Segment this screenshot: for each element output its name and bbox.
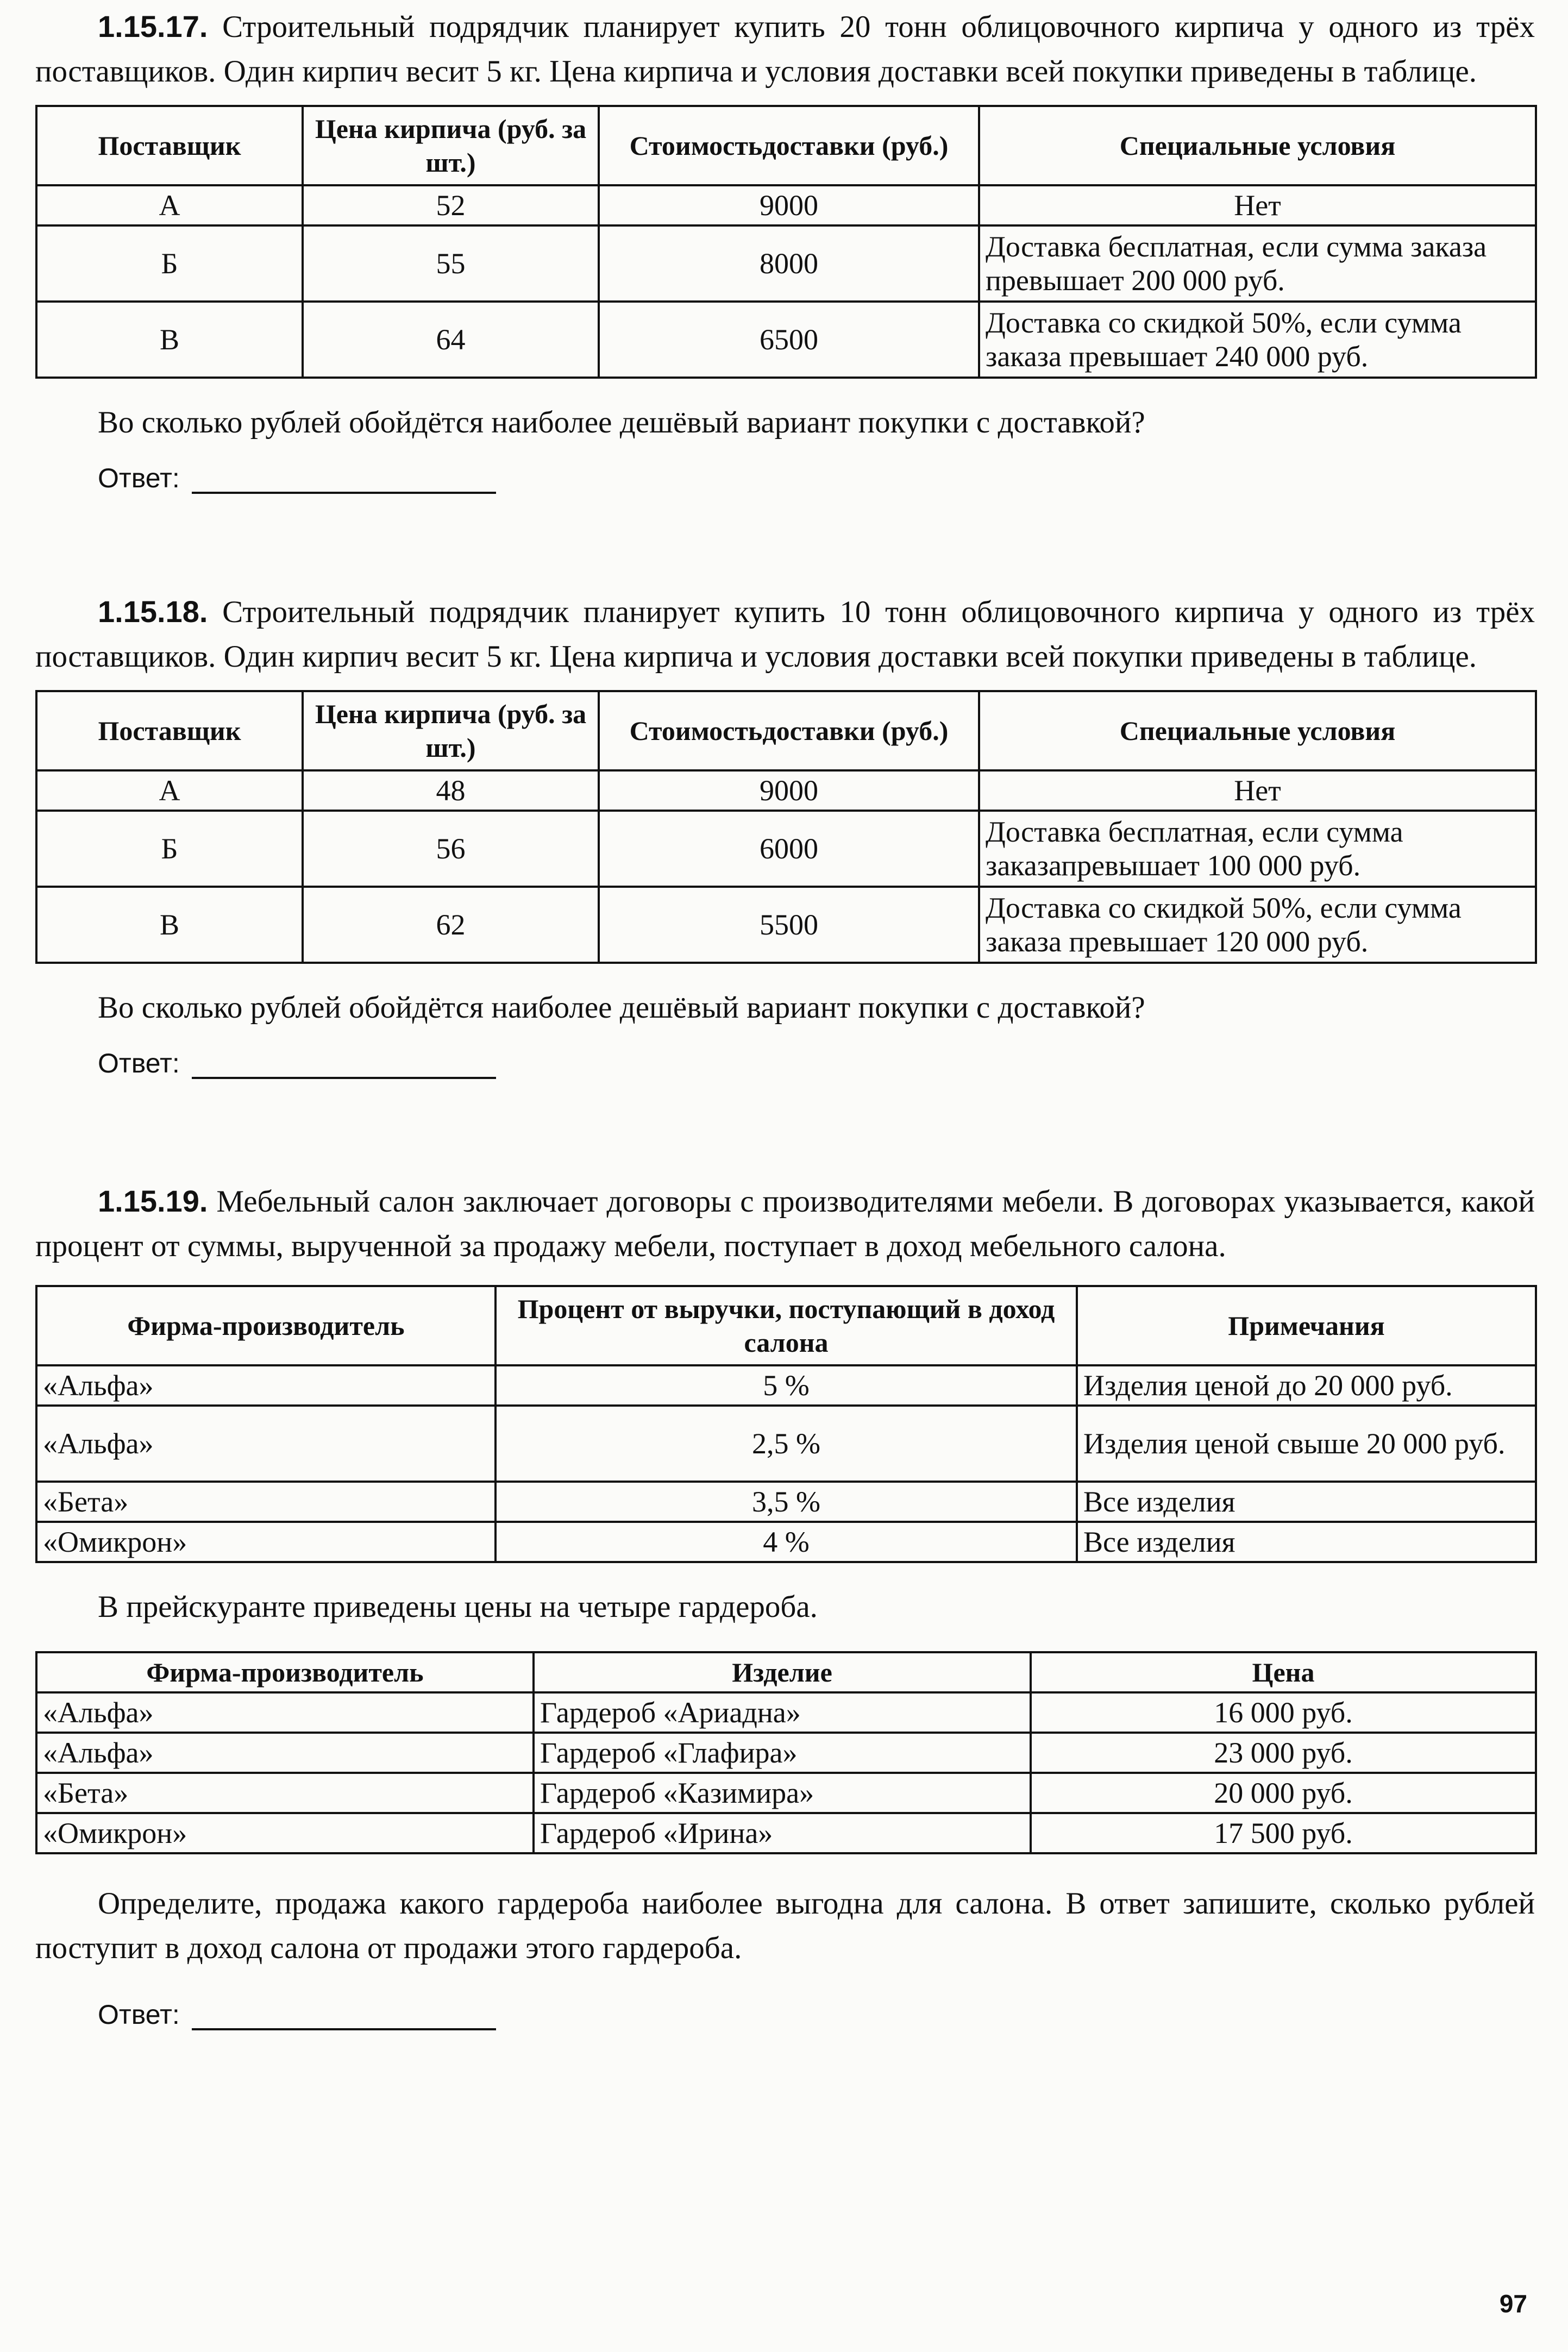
cell: 56 [303,811,599,887]
cell: 17 500 руб. [1031,1813,1536,1853]
cell: 6500 [599,302,979,378]
cell: Гардероб «Ирина» [534,1813,1031,1853]
cell: «Альфа» [36,1406,496,1482]
problem-text: Строительный подрядчик планирует купить 20 тонн облицовочного кирпича у одного из трёх поставщиков. Один кирпич весит 5 кг. Цена кирпича и условия доставки всей покупки приведены в таблице. [35,10,1535,89]
cell: Гардероб «Ариадна» [534,1692,1031,1733]
cell: 2,5 % [496,1406,1077,1482]
problem-1-15-18 [35,589,1535,1079]
header-conditions: Специальные условия [979,106,1536,185]
cell: 8000 [599,225,979,302]
cell: 23 000 руб. [1031,1733,1536,1773]
answer-line[interactable] [192,466,496,494]
problem-number: 1.15.17. [98,9,208,43]
problem-statement [35,589,1535,679]
cell: 48 [303,770,599,811]
cell: Гардероб «Глафира» [534,1733,1031,1773]
problem-1-15-19 [35,1179,1535,2030]
problem-text: Мебельный салон заключает договоры с производителями мебели. В договорах указывается, какой процент от суммы, вырученной за продажу мебели, поступает в доход мебельного салона. [35,1184,1535,1263]
header-price: Цена [1031,1652,1536,1692]
answer-field[interactable] [35,1030,1535,1079]
cell: «Омикрон» [36,1522,496,1562]
cell: Все изделия [1077,1522,1536,1562]
problem-text: Строительный подрядчик планирует купить 10 тонн облицовочного кирпича у одного из трёх поставщиков. Один кирпич весит 5 кг. Цена кирпича и условия доставки всей покупки приведены в таблице. [35,595,1535,674]
answer-label: Ответ: [98,463,180,493]
problem-1-15-17 [35,4,1535,494]
question: Во сколько рублей обойдётся наиболее дешёвый вариант покупки с доставкой? [98,990,1145,1025]
answer-line[interactable] [192,2002,496,2030]
cell: Доставка бесплатная, если сумма заказа превышает 200 000 руб. [979,225,1536,302]
answer-field[interactable] [35,1971,1535,2030]
table-row [36,302,1536,378]
cell: 55 [303,225,599,302]
cell: 20 000 руб. [1031,1773,1536,1813]
cell: 3,5 % [496,1482,1077,1522]
cell: 4 % [496,1522,1077,1562]
cell: «Альфа» [36,1733,534,1773]
cell: «Омикрон» [36,1813,534,1853]
cell: «Альфа» [36,1365,496,1406]
cell: Нет [979,185,1536,225]
header-delivery: Стоимостьдоставки (руб.) [599,691,979,770]
cell: «Бета» [36,1482,496,1522]
header-price: Цена кирпича (руб. за шт.) [303,691,599,770]
cell: Нет [979,770,1536,811]
table-header-row [36,106,1536,185]
cell: Доставка со скидкой 50%, если сумма заказа превышает 120 000 руб. [979,887,1536,963]
page-number: 97 [1499,2290,1527,2318]
problem-number: 1.15.18. [98,594,208,629]
supplier-table [35,690,1537,964]
problem-statement [35,4,1535,94]
cell: Гардероб «Казимира» [534,1773,1031,1813]
price-table [35,1651,1537,1854]
answer-label: Ответ: [98,1999,180,2030]
table-row [36,770,1536,811]
header-percent: Процент от выручки, поступающий в доход салона [496,1286,1077,1365]
intro-text: В прейскуранте приведены цены на четыре гардероба. [98,1590,818,1624]
answer-label: Ответ: [98,1048,180,1078]
cell: Все изделия [1077,1482,1536,1522]
cell: 9000 [599,185,979,225]
cell: В [36,302,303,378]
table-header-row [36,691,1536,770]
table-row [36,811,1536,887]
table-header-row [36,1652,1536,1692]
header-notes: Примечания [1077,1286,1536,1365]
cell: Изделия ценой до 20 000 руб. [1077,1365,1536,1406]
cell: «Альфа» [36,1692,534,1733]
table-row [36,1692,1536,1733]
cell: 64 [303,302,599,378]
problem-number: 1.15.19. [98,1184,208,1218]
cell: А [36,770,303,811]
header-supplier: Поставщик [36,691,303,770]
header-delivery: Стоимостьдоставки (руб.) [599,106,979,185]
header-manufacturer: Фирма-производитель [36,1286,496,1365]
cell: А [36,185,303,225]
table-header-row [36,1286,1536,1365]
cell: Б [36,811,303,887]
table-row [36,225,1536,302]
cell: 62 [303,887,599,963]
supplier-table [35,105,1537,379]
cell: 5 % [496,1365,1077,1406]
table-row [36,887,1536,963]
cell: Изделия ценой свыше 20 000 руб. [1077,1406,1536,1482]
table-row [36,1733,1536,1773]
commission-table [35,1285,1537,1563]
cell: Доставка со скидкой 50%, если сумма заказа превышает 240 000 руб. [979,302,1536,378]
header-supplier: Поставщик [36,106,303,185]
cell: «Бета» [36,1773,534,1813]
header-price: Цена кирпича (руб. за шт.) [303,106,599,185]
cell: Б [36,225,303,302]
cell: В [36,887,303,963]
answer-field[interactable] [35,445,1535,494]
cell: Доставка бесплатная, если сумма заказапревышает 100 000 руб. [979,811,1536,887]
question: Во сколько рублей обойдётся наиболее дешёвый вариант покупки с доставкой? [98,405,1145,440]
header-product: Изделие [534,1652,1031,1692]
table-row [36,1482,1536,1522]
cell: 6000 [599,811,979,887]
header-conditions: Специальные условия [979,691,1536,770]
cell: 16 000 руб. [1031,1692,1536,1733]
table-row [36,185,1536,225]
table-row [36,1365,1536,1406]
question: Определите, продажа какого гардероба наиболее выгодна для салона. В ответ запишите, сколько рублей поступит в доход салона от продажи этого гардероба. [35,1886,1535,1965]
table-row [36,1406,1536,1482]
problem-statement [35,1179,1535,1269]
table-row [36,1773,1536,1813]
header-manufacturer: Фирма-производитель [36,1652,534,1692]
table-row [36,1813,1536,1853]
table-row [36,1522,1536,1562]
cell: 9000 [599,770,979,811]
cell: 52 [303,185,599,225]
cell: 5500 [599,887,979,963]
answer-line[interactable] [192,1051,496,1079]
